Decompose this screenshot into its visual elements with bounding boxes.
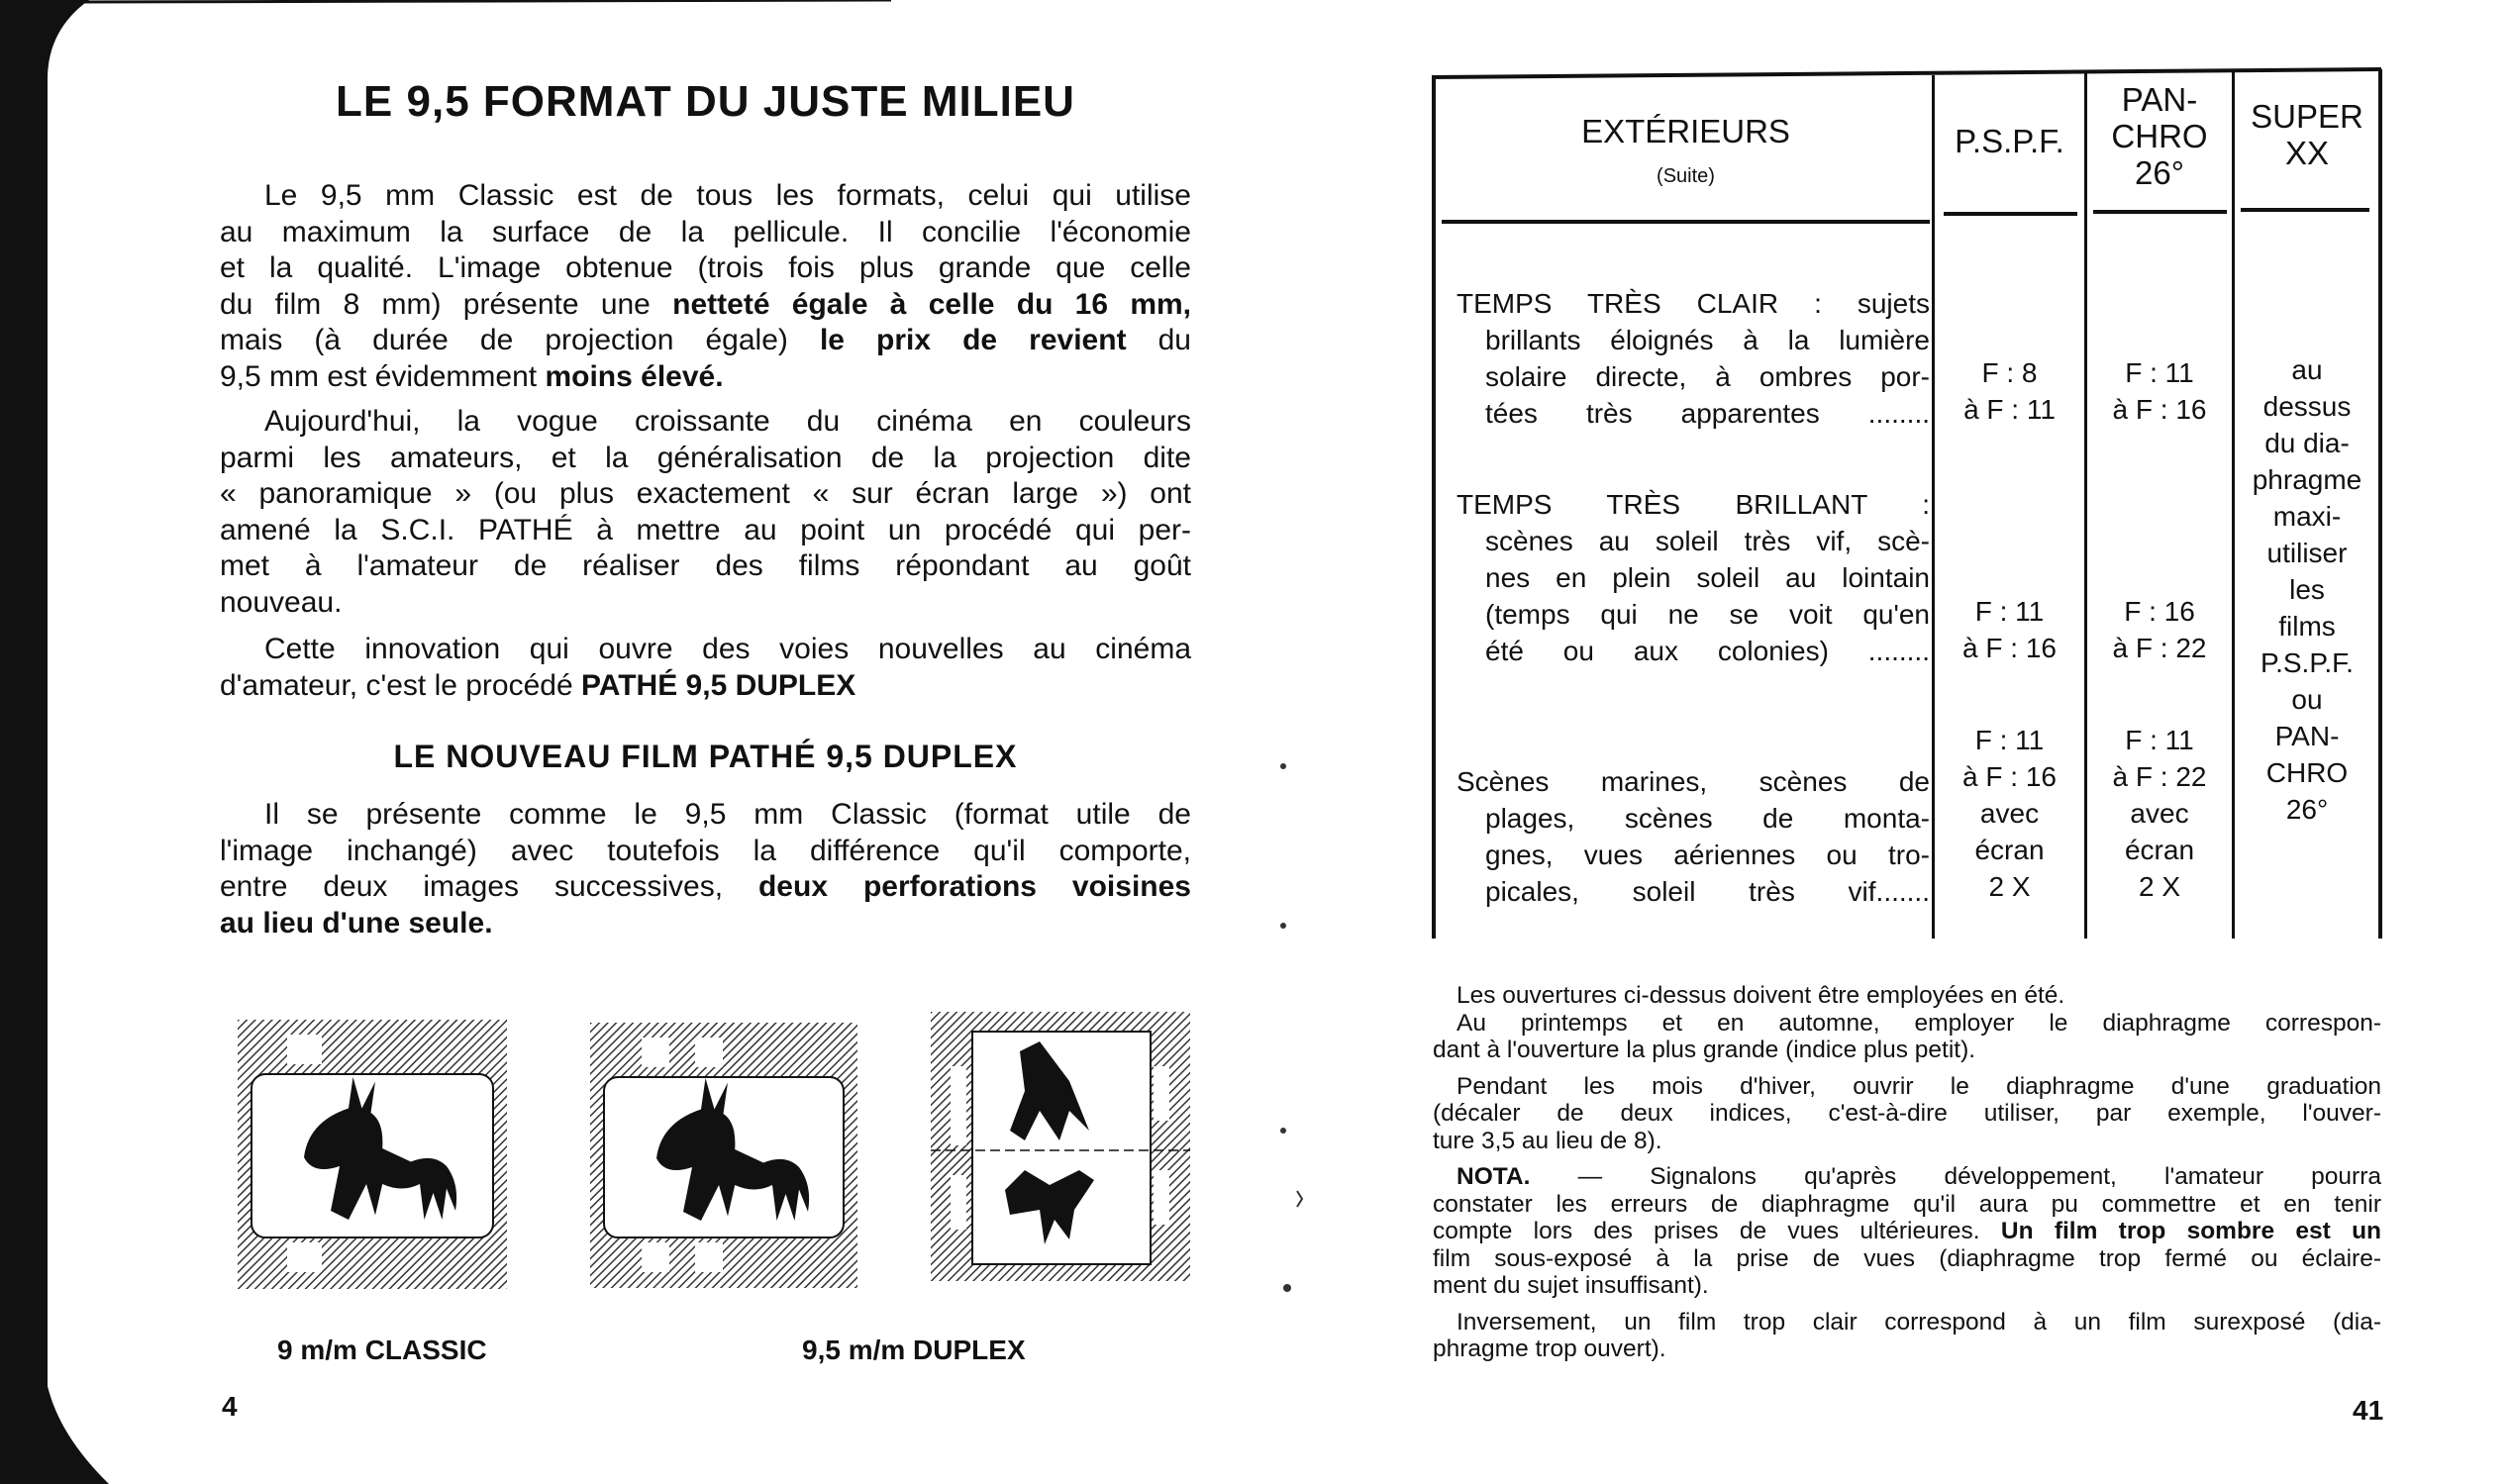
bold-text: au lieu d'une seule. bbox=[220, 906, 493, 940]
panchro-aperture bbox=[2087, 722, 2232, 905]
aperture-line: à F : 11 bbox=[1963, 394, 2056, 425]
aperture-line: à F : 16 bbox=[1962, 761, 2057, 792]
header-exteriors: EXTÉRIEURS bbox=[1581, 113, 1790, 149]
description-line: été ou aux colonies) ........ bbox=[1485, 636, 1930, 666]
description-line: brillants éloignés à la lumière bbox=[1485, 325, 1930, 355]
superxx-line: ou bbox=[2291, 684, 2323, 715]
text-line bbox=[220, 632, 1191, 668]
aperture-line: à F : 22 bbox=[2112, 633, 2207, 663]
header-underline bbox=[2093, 210, 2227, 214]
aperture-line: écran bbox=[2124, 835, 2195, 865]
superxx-note bbox=[2235, 351, 2379, 828]
header-superxx bbox=[2235, 98, 2379, 171]
text-segment: 9,5 mm est évidemment bbox=[220, 359, 546, 393]
pspf-aperture bbox=[1935, 354, 2084, 428]
caption-duplex: 9,5 m/m DUPLEX bbox=[802, 1335, 1026, 1365]
aperture-line: F : 11 bbox=[1974, 725, 2045, 755]
text-segment: mais (à durée de projection égale) bbox=[220, 324, 820, 356]
page-number-right: 41 bbox=[2353, 1395, 2384, 1426]
description-line: gnes, vues aériennes ou tro- bbox=[1485, 840, 1930, 870]
text-segment: Pendant les mois d'hiver, ouvrir le diaphragme d'une graduation bbox=[1457, 1072, 2381, 1100]
superxx-line: CHRO bbox=[2265, 757, 2349, 788]
aperture-line: à F : 22 bbox=[2112, 761, 2207, 792]
text-line bbox=[1433, 1010, 2381, 1038]
text-segment: du film 8 mm) présente une bbox=[220, 287, 673, 321]
text-line bbox=[220, 797, 1191, 834]
text-line bbox=[220, 215, 1191, 251]
text-line bbox=[1433, 1309, 2381, 1336]
aperture-line: à F : 16 bbox=[2112, 394, 2207, 425]
text-line bbox=[1433, 1073, 2381, 1101]
aperture-line: F : 11 bbox=[2125, 725, 2194, 755]
text-line bbox=[220, 548, 1191, 585]
superxx-line: phragme bbox=[2252, 464, 2362, 495]
description-line: plages, scènes de monta- bbox=[1485, 803, 1930, 834]
text-segment: nouveau. bbox=[220, 585, 343, 619]
paragraph bbox=[1433, 1073, 2381, 1155]
condition-description bbox=[1457, 763, 1930, 910]
text-segment: amené la S.C.I. PATHÉ à mettre au point un procédé qui per- bbox=[220, 513, 1191, 546]
text-line bbox=[1433, 1272, 2381, 1300]
header-underline bbox=[2241, 208, 2369, 212]
text-line bbox=[220, 323, 1191, 359]
text-segment: ture 3,5 au lieu de 8). bbox=[1433, 1127, 1662, 1154]
text-segment: du bbox=[1126, 324, 1191, 356]
text-segment: Inversement, un film trop clair correspond à un film surexposé (dia- bbox=[1457, 1308, 2381, 1336]
superxx-line: les bbox=[2289, 574, 2325, 605]
bold-text: le prix de revient bbox=[819, 324, 1127, 356]
aperture-line: à F : 16 bbox=[1962, 633, 2057, 663]
superxx-line: utiliser bbox=[2266, 538, 2348, 568]
paragraph bbox=[220, 178, 1191, 395]
text-segment: entre deux images successives, bbox=[220, 870, 758, 903]
bold-text: Un film trop sombre est un bbox=[2000, 1218, 2382, 1244]
gutter-mark bbox=[1280, 1128, 1286, 1134]
bold-text: moins élevé. bbox=[545, 359, 724, 393]
bold-text: NOTA. bbox=[1457, 1163, 1531, 1190]
text-segment: constater les erreurs de diaphragme qu'il aura pu commettre et en tenir bbox=[1433, 1190, 2381, 1218]
bold-text: PATHÉ 9,5 DUPLEX bbox=[581, 668, 856, 702]
text-line bbox=[1433, 1245, 2381, 1273]
header-pspf bbox=[1935, 123, 2084, 159]
description-line: scènes au soleil très vif, scè- bbox=[1485, 526, 1930, 556]
paragraph bbox=[220, 404, 1191, 621]
text-line bbox=[1433, 1336, 2381, 1363]
text-segment: ment du sujet insuffisant). bbox=[1433, 1272, 1709, 1299]
superxx-line: 26° bbox=[2285, 794, 2329, 825]
text-segment: — Signalons qu'après développement, l'amateur pourra bbox=[1530, 1163, 2381, 1190]
text-segment: d'amateur, c'est le procédé bbox=[220, 668, 581, 702]
notes-text bbox=[1433, 982, 2381, 1363]
aperture-line: avec bbox=[2130, 798, 2189, 829]
text-segment: Les ouvertures ci-dessus doivent être employées en été. bbox=[1457, 982, 2065, 1009]
table-border-left bbox=[1432, 75, 1436, 939]
superxx-line: maxi- bbox=[2272, 501, 2342, 532]
header-line: PAN- bbox=[2121, 81, 2198, 118]
text-segment: dant à l'ouverture la plus grande (indice plus petit). bbox=[1433, 1037, 1976, 1063]
page-top-edge bbox=[79, 0, 891, 2]
superxx-line: du dia- bbox=[2264, 428, 2350, 458]
text-segment: met à l'amateur de réaliser des films répondant au goût bbox=[220, 549, 1191, 582]
aperture-line: 2 X bbox=[1988, 871, 2031, 902]
text-segment: Le 9,5 mm Classic est de tous les formats, celui qui utilise bbox=[264, 179, 1191, 212]
text-line bbox=[220, 834, 1191, 870]
text-line bbox=[220, 906, 1191, 942]
aperture-line: F : 16 bbox=[2124, 596, 2195, 627]
header-panchro bbox=[2087, 81, 2232, 191]
text-line bbox=[220, 585, 1191, 622]
bold-text: deux perforations voisines bbox=[757, 870, 1191, 903]
description-line: TEMPS TRÈS CLAIR : sujets bbox=[1457, 288, 1930, 319]
superxx-line: au bbox=[2291, 354, 2323, 385]
condition-description bbox=[1457, 486, 1930, 669]
caption-classic: 9 m/m CLASSIC bbox=[277, 1335, 487, 1365]
text-line bbox=[220, 869, 1191, 906]
header-line: XX bbox=[2284, 135, 2330, 171]
text-segment: Cette innovation qui ouvre des voies nouvelles au cinéma bbox=[264, 633, 1191, 665]
text-line bbox=[220, 404, 1191, 441]
text-segment: compte lors des prises de vues ultérieures. bbox=[1433, 1218, 2001, 1244]
aperture-line: avec bbox=[1979, 798, 2040, 829]
header-exteriors-sub: (Suite) bbox=[1657, 165, 1715, 187]
text-line bbox=[220, 250, 1191, 287]
text-line bbox=[220, 441, 1191, 477]
header-line: P.S.P.F. bbox=[1955, 123, 2064, 159]
description-line: nes en plein soleil au lointain bbox=[1485, 562, 1930, 593]
description-line: picales, soleil très vif....... bbox=[1485, 876, 1930, 907]
text-line bbox=[220, 287, 1191, 324]
paragraph bbox=[1433, 1163, 2381, 1300]
description-line: solaire directe, à ombres por- bbox=[1485, 361, 1930, 392]
header-line: SUPER bbox=[2251, 98, 2363, 135]
description-line: TEMPS TRÈS BRILLANT : bbox=[1457, 489, 1930, 520]
condition-description bbox=[1457, 285, 1930, 432]
page-title: LE 9,5 FORMAT DU JUSTE MILIEU bbox=[336, 77, 1075, 126]
table-top-border bbox=[1432, 69, 2381, 77]
header-line: CHRO bbox=[2111, 118, 2208, 154]
paragraph bbox=[1433, 1010, 2381, 1064]
text-line bbox=[1433, 1100, 2381, 1128]
gutter-mark bbox=[1283, 1284, 1291, 1292]
duplex-two-frames-illustration bbox=[931, 1012, 1190, 1281]
aperture-line: écran bbox=[1974, 835, 2045, 865]
text-line bbox=[1433, 1218, 2381, 1245]
gutter-mark bbox=[1280, 763, 1286, 769]
text-segment: Il se présente comme le 9,5 mm Classic (format utile de bbox=[264, 798, 1191, 831]
aperture-line: 2 X bbox=[2138, 871, 2181, 902]
text-segment: Au printemps et en automne, employer le diaphragme correspon- bbox=[1457, 1009, 2381, 1037]
header-underline bbox=[1442, 220, 1930, 224]
aperture-line: F : 8 bbox=[1981, 357, 2038, 388]
text-line bbox=[1433, 1163, 2381, 1191]
section-heading: LE NOUVEAU FILM PATHÉ 9,5 DUPLEX bbox=[393, 739, 1018, 774]
paragraph bbox=[1433, 982, 2381, 1010]
paragraph bbox=[220, 632, 1191, 704]
paragraph bbox=[220, 797, 1191, 941]
superxx-line: dessus bbox=[2262, 391, 2352, 422]
text-segment: film sous-exposé à la prise de vues (diaphragme trop fermé ou éclaire- bbox=[1433, 1244, 2381, 1272]
text-line bbox=[1433, 1037, 2381, 1064]
text-line bbox=[1433, 982, 2381, 1010]
text-line bbox=[220, 476, 1191, 513]
text-segment: « panoramique » (ou plus exactement « sur écran large ») ont bbox=[220, 477, 1191, 510]
text-segment: (décaler de deux indices, c'est-à-dire utiliser, par exemple, l'ouver- bbox=[1433, 1100, 2381, 1127]
panchro-aperture bbox=[2087, 354, 2232, 428]
text-segment: au maximum la surface de la pellicule. Il concilie l'économie bbox=[220, 215, 1191, 248]
text-segment: parmi les amateurs, et la généralisation de la projection dite bbox=[220, 441, 1191, 474]
text-line bbox=[220, 513, 1191, 549]
superxx-line: films bbox=[2278, 611, 2336, 642]
description-line: tées très apparentes ........ bbox=[1485, 398, 1930, 429]
gutter-mark bbox=[1280, 923, 1286, 929]
text-segment: et la qualité. L'image obtenue (trois fois plus grande que celle bbox=[220, 251, 1191, 284]
page-edge-shadow bbox=[0, 0, 109, 1484]
description-line: (temps qui ne se voit qu'en bbox=[1485, 599, 1930, 630]
text-line bbox=[220, 359, 1191, 396]
text-line bbox=[220, 178, 1191, 215]
classic-film-illustration bbox=[238, 1020, 507, 1289]
header-line: 26° bbox=[2135, 154, 2184, 191]
text-line bbox=[1433, 1128, 2381, 1155]
page-number-left: 4 bbox=[222, 1391, 238, 1422]
text-segment: phragme trop ouvert). bbox=[1433, 1336, 1666, 1362]
paragraph bbox=[1433, 1309, 2381, 1363]
gutter-mark bbox=[1297, 1191, 1302, 1207]
superxx-line: P.S.P.F. bbox=[2261, 647, 2354, 678]
bold-text: netteté égale à celle du 16 mm, bbox=[672, 287, 1191, 321]
text-segment: Aujourd'hui, la vogue croissante du cinéma en couleurs bbox=[264, 405, 1191, 438]
header-underline bbox=[1944, 212, 2077, 216]
description-line: Scènes marines, scènes de bbox=[1457, 766, 1930, 797]
text-line bbox=[1433, 1191, 2381, 1219]
pspf-aperture bbox=[1935, 722, 2084, 905]
text-line bbox=[220, 668, 1191, 705]
panchro-aperture bbox=[2087, 593, 2232, 666]
duplex-film-illustration bbox=[590, 1023, 857, 1288]
superxx-line: PAN- bbox=[2274, 721, 2340, 751]
text-segment: l'image inchangé) avec toutefois la différence qu'il comporte, bbox=[220, 834, 1191, 867]
aperture-line: F : 11 bbox=[2125, 357, 2194, 388]
aperture-line: F : 11 bbox=[1974, 596, 2045, 627]
pspf-aperture bbox=[1935, 593, 2084, 666]
